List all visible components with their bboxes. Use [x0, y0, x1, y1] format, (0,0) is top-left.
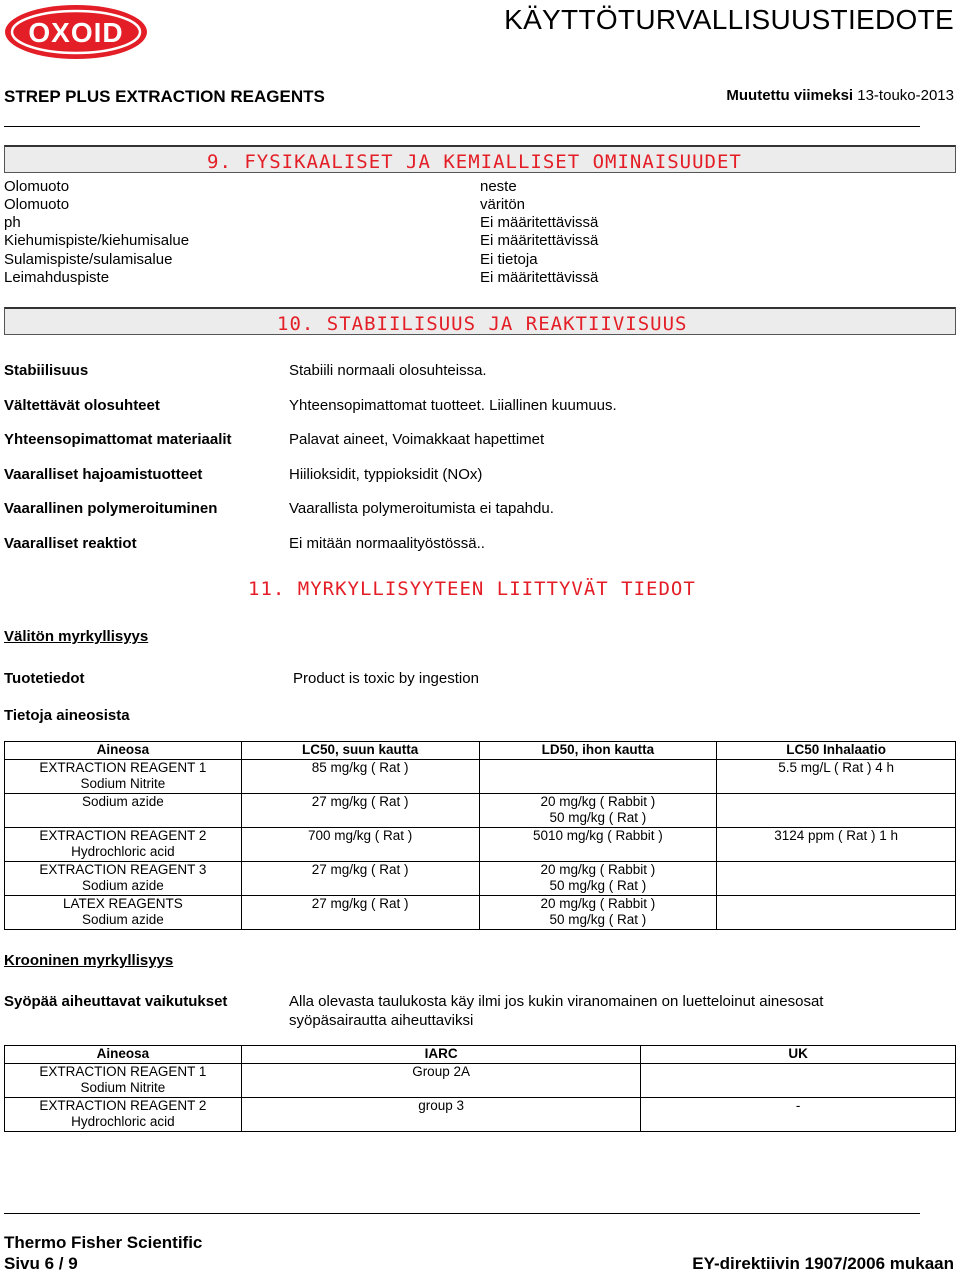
table-row	[5, 1097, 956, 1114]
table-row	[5, 1080, 956, 1097]
reactions-value: Ei mitään normaalityöstössä..	[289, 535, 485, 552]
table-cell	[717, 793, 956, 810]
revised-date: 13-touko-2013	[857, 87, 954, 104]
carcinogenic-value-line1: Alla olevasta taulukosta käy ilmi jos kukin viranomainen on luetteloinut ainesosat	[289, 993, 824, 1010]
table-cell: Hydrochloric acid	[5, 1114, 242, 1131]
prop-value: Ei määritettävissä	[480, 232, 599, 249]
table-cell: Sodium azide	[5, 793, 242, 810]
reactions-label: Vaaralliset reaktiot	[4, 535, 137, 552]
table-cell	[241, 912, 479, 929]
prop-value: Ei määritettävissä	[480, 214, 599, 231]
table-cell: 50 mg/kg ( Rat )	[479, 878, 717, 895]
table-cell: 20 mg/kg ( Rabbit )	[479, 793, 717, 810]
acute-toxicity-table	[4, 741, 956, 930]
table-cell	[717, 912, 956, 929]
column-header: Aineosa	[5, 742, 242, 760]
product-info-label: Tuotetiedot	[4, 670, 85, 687]
table-cell: EXTRACTION REAGENT 2	[5, 827, 242, 844]
product-info-value: Product is toxic by ingestion	[293, 670, 479, 687]
column-header: UK	[641, 1046, 956, 1064]
table-cell	[241, 844, 479, 861]
table-row	[5, 1114, 956, 1131]
company-name: Thermo Fisher Scientific	[4, 1233, 203, 1252]
table-cell: 85 mg/kg ( Rat )	[241, 759, 479, 776]
table-cell	[717, 810, 956, 827]
table-cell	[479, 844, 717, 861]
section-9-title: 9. FYSIKAALISET JA KEMIALLISET OMINAISUUDET	[207, 151, 742, 173]
prop-label: Kiehumispiste/kiehumisalue	[4, 232, 190, 249]
table-cell	[479, 759, 717, 776]
chronic-toxicity-heading: Krooninen myrkyllisyys	[4, 952, 174, 969]
table-cell: EXTRACTION REAGENT 1	[5, 1063, 242, 1080]
table-cell	[241, 878, 479, 895]
table-cell: Sodium azide	[5, 912, 242, 929]
table-cell: 5.5 mg/L ( Rat ) 4 h	[717, 759, 956, 776]
column-header: LC50 Inhalaatio	[717, 742, 956, 760]
table-cell: 20 mg/kg ( Rabbit )	[479, 895, 717, 912]
decomposition-value: Hiilioksidit, typpioksidit (NOx)	[289, 466, 483, 483]
column-header: LD50, ihon kautta	[479, 742, 717, 760]
polymerization-value: Vaarallista polymeroitumista ei tapahdu.	[289, 500, 554, 517]
table-cell: Group 2A	[241, 1063, 641, 1080]
table-cell	[717, 861, 956, 878]
table-header-row	[5, 742, 956, 760]
table-cell: 27 mg/kg ( Rat )	[241, 861, 479, 878]
table-cell: 27 mg/kg ( Rat )	[241, 895, 479, 912]
stability-value: Stabiili normaali olosuhteissa.	[289, 362, 487, 379]
table-row	[5, 776, 956, 793]
column-header: LC50, suun kautta	[241, 742, 479, 760]
table-cell: 50 mg/kg ( Rat )	[479, 912, 717, 929]
incompatible-value: Palavat aineet, Voimakkaat hapettimet	[289, 431, 545, 448]
section-9-header	[4, 145, 956, 173]
table-row	[5, 844, 956, 861]
table-cell: EXTRACTION REAGENT 3	[5, 861, 242, 878]
prop-value: neste	[480, 178, 517, 195]
table-row	[5, 759, 956, 776]
header-divider	[4, 126, 920, 127]
table-cell	[717, 776, 956, 793]
table-cell: 700 mg/kg ( Rat )	[241, 827, 479, 844]
table-row	[5, 912, 956, 929]
table-cell: group 3	[241, 1097, 641, 1114]
conditions-value: Yhteensopimattomat tuotteet. Liiallinen kuumuus.	[289, 397, 617, 414]
section-10-title: 10. STABIILISUUS JA REAKTIIVISUUS	[277, 313, 688, 335]
table-cell	[241, 776, 479, 793]
revised-label: Muutettu viimeksi	[726, 87, 854, 104]
prop-label: Leimahduspiste	[4, 269, 110, 286]
document-title: KÄYTTÖTURVALLISUUSTIEDOTE	[504, 4, 954, 35]
table-cell: 20 mg/kg ( Rabbit )	[479, 861, 717, 878]
incompatible-label: Yhteensopimattomat materiaalit	[4, 431, 232, 448]
footer-divider	[4, 1213, 920, 1214]
table-cell: Sodium Nitrite	[5, 1080, 242, 1097]
table-row	[5, 793, 956, 810]
table-row	[5, 827, 956, 844]
prop-label: Olomuoto	[4, 196, 70, 213]
polymerization-label: Vaarallinen polymeroituminen	[4, 500, 218, 517]
table-cell: 5010 mg/kg ( Rabbit )	[479, 827, 717, 844]
table-cell: Hydrochloric acid	[5, 844, 242, 861]
table-cell: EXTRACTION REAGENT 2	[5, 1097, 242, 1114]
decomposition-label: Vaaralliset hajoamistuotteet	[4, 466, 203, 483]
table-row	[5, 878, 956, 895]
table-cell	[641, 1063, 956, 1080]
prop-value: Ei määritettävissä	[480, 269, 599, 286]
directive-note: EY-direktiivin 1907/2006 mukaan	[692, 1254, 954, 1272]
table-cell	[717, 878, 956, 895]
prop-label: Sulamispiste/sulamisalue	[4, 251, 173, 268]
product-name: STREP PLUS EXTRACTION REAGENTS	[4, 87, 325, 106]
table-cell	[479, 776, 717, 793]
table-cell	[5, 810, 242, 827]
table-row	[5, 895, 956, 912]
prop-value: Ei tietoja	[480, 251, 538, 268]
table-cell: Sodium Nitrite	[5, 776, 242, 793]
carcinogenic-label: Syöpää aiheuttavat vaikutukset	[4, 993, 228, 1010]
conditions-label: Vältettävät olosuhteet	[4, 397, 160, 414]
section-11-title: 11. MYRKYLLISYYTEEN LIITTYVÄT TIEDOT	[248, 578, 696, 600]
ingredients-heading: Tietoja aineosista	[4, 707, 130, 724]
table-row	[5, 861, 956, 878]
table-cell	[641, 1080, 956, 1097]
carcinogenicity-table	[4, 1045, 956, 1132]
svg-text:OXOID: OXOID	[28, 17, 124, 48]
table-cell	[241, 1080, 641, 1097]
table-cell	[241, 1114, 641, 1131]
table-cell: 50 mg/kg ( Rat )	[479, 810, 717, 827]
table-cell: Sodium azide	[5, 878, 242, 895]
column-header: IARC	[241, 1046, 641, 1064]
table-cell	[717, 844, 956, 861]
table-cell: LATEX REAGENTS	[5, 895, 242, 912]
revision-info	[726, 87, 954, 104]
stability-label: Stabiilisuus	[4, 362, 89, 379]
prop-label: ph	[4, 214, 21, 231]
table-cell: EXTRACTION REAGENT 1	[5, 759, 242, 776]
carcinogenic-value-line2: syöpäsairautta aiheuttaviksi	[289, 1012, 474, 1029]
table-cell	[641, 1114, 956, 1131]
table-row	[5, 810, 956, 827]
page-number: Sivu 6 / 9	[4, 1254, 78, 1272]
prop-value: väritön	[480, 196, 526, 213]
table-header-row	[5, 1046, 956, 1064]
section-10-header	[4, 307, 956, 335]
acute-toxicity-heading: Välitön myrkyllisyys	[4, 628, 149, 645]
table-cell: 3124 ppm ( Rat ) 1 h	[717, 827, 956, 844]
table-cell	[717, 895, 956, 912]
oxoid-logo	[4, 4, 148, 60]
table-cell	[241, 810, 479, 827]
table-cell: -	[641, 1097, 956, 1114]
table-row	[5, 1063, 956, 1080]
prop-label: Olomuoto	[4, 178, 70, 195]
column-header: Aineosa	[5, 1046, 242, 1064]
table-cell: 27 mg/kg ( Rat )	[241, 793, 479, 810]
